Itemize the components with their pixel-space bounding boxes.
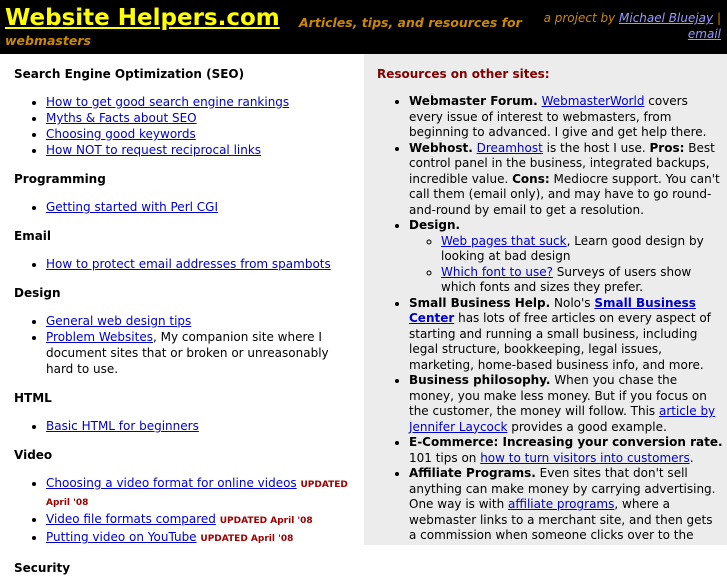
design-text1: , Learn good design by looking at bad design [441,233,704,263]
problem-websites-link[interactable]: Problem Websites [46,330,153,344]
philosophy-text2: provides a good example. [507,419,667,434]
philosophy-text1: When you chase the money, you make less money. But if you focus on the customer, the money will follow. This [409,373,707,418]
resources-list [377,94,723,544]
list-item [46,199,354,215]
seo-reciprocal-link[interactable]: How NOT to request reciprocal links [46,143,262,157]
list-item [46,142,354,158]
list-item [46,529,354,547]
smallbiz-label: Small Business Help. [409,295,551,310]
smallbiz-text2: has lots of free articles on every aspect of starting and running a small business, including legal structure, bookkeeping, legal issues, marketing, home-based business info, and more. [409,311,711,372]
ecommerce-text1: 101 tips on [409,450,481,465]
section-title-security: Security [14,561,71,575]
list-item [409,141,723,219]
list-item [409,94,723,141]
author-link[interactable]: Michael Bluejay [619,11,714,25]
ecommerce-text2: . [689,450,694,465]
programming-list [14,199,354,215]
list-item [409,373,723,435]
list-item [46,256,354,272]
list-item [46,418,354,434]
forum-label: Webmaster Forum. [409,94,538,108]
problem-websites-desc: , My companion site where I document sites that or broken or unreasonably hard to use. [46,330,329,376]
which-font-link[interactable]: Which font to use? [441,264,553,279]
design-text2: Surveys of users show which fonts and sizes they prefer. [441,264,692,294]
list-item [46,511,354,529]
host-text2: Best control panel in the business, integrated backups, incredible value. [409,140,715,186]
visitors-customers-link[interactable]: how to turn visitors into customers [480,450,690,465]
design-sublist [409,234,723,296]
pros-label: Pros: [649,140,685,155]
list-item [46,110,354,126]
list-item [46,329,354,377]
basic-html-link[interactable]: Basic HTML for beginners [46,419,199,433]
host-text3: Mediocre support. You can't call them (email only), and may have to go round-and-round by email to get a resolution. [409,171,720,217]
list-item [46,475,354,511]
html-list [14,418,354,434]
laycock-article-link[interactable]: article by Jennifer Laycock [409,404,716,434]
dreamhost-link[interactable]: Dreamhost [476,140,543,155]
seo-list [14,94,354,158]
project-prefix: a project by [543,11,620,25]
updated-badge: UPDATED April '08 [46,480,348,508]
section-title-email: Email [14,229,52,243]
affiliate-programs-link[interactable]: affiliate programs [508,497,615,511]
affiliate-label: Affiliate Programs. [409,466,536,480]
list-item [409,466,723,544]
affiliate-text1: Even sites that don't sell anything can make money by carrying advertising. One way is with [409,466,716,511]
host-label: Webhost. [409,140,473,155]
seo-rankings-link[interactable]: How to get good search engine rankings [46,95,290,109]
philosophy-label: Business philosophy. [409,373,551,387]
email-list [14,256,354,272]
separator: | [713,11,721,25]
email-link[interactable]: email [687,27,721,41]
list-item [409,218,723,296]
section-title-programming: Programming [14,172,106,186]
resources-column [364,54,727,545]
forum-text: covers every issue of interest to webmasters, from beginning to advanced. I give and get help there. [409,94,707,139]
project-credit [521,10,721,42]
affiliate-text2: , where a webmaster links to a merchant site, and then gets a commission when someone clicks over to the [409,497,713,542]
pages-that-suck-link[interactable]: Web pages that suck [441,233,567,248]
section-title-video: Video [14,448,53,462]
ecommerce-label: E-Commerce: Increasing your conversion rate. [409,435,723,449]
video-compared-link[interactable]: Video file formats compared [46,512,216,526]
site-tagline: Articles, tips, and resources for webmasters [5,15,522,48]
list-item [46,313,354,329]
list-item [409,435,723,466]
list-item [46,126,354,142]
site-title-link[interactable]: Website Helpers.com [5,5,280,31]
updated-badge: UPDATED April '08 [200,534,294,544]
host-text1: is the host I use. [542,140,650,155]
section-title-seo: Search Engine Optimization (SEO) [14,67,245,81]
articles-column [0,54,364,575]
smallbiz-text1: Nolo's [550,295,595,310]
seo-myths-link[interactable]: Myths & Facts about SEO [46,111,197,125]
list-item [46,94,354,110]
webmasterworld-link[interactable]: WebmasterWorld [541,94,645,108]
list-item [441,265,723,296]
updated-badge: UPDATED April '08 [219,516,313,526]
list-item [441,234,723,265]
cons-label: Cons: [512,171,550,186]
video-format-link[interactable]: Choosing a video format for online videos [46,476,297,490]
video-list [14,475,354,547]
section-title-design: Design [14,286,61,300]
perl-cgi-link[interactable]: Getting started with Perl CGI [46,200,218,214]
site-header [0,0,727,54]
resources-title: Resources on other sites: [377,67,550,81]
spambots-link[interactable]: How to protect email addresses from spambots [46,257,331,271]
small-business-center-link[interactable]: Small Business Center [409,295,696,325]
seo-keywords-link[interactable]: Choosing good keywords [46,127,196,141]
design-tips-link[interactable]: General web design tips [46,314,192,328]
section-title-html: HTML [14,391,52,405]
list-item [409,296,723,374]
design-list [14,313,354,377]
youtube-link[interactable]: Putting video on YouTube [46,530,197,544]
design-label: Design. [409,218,461,232]
